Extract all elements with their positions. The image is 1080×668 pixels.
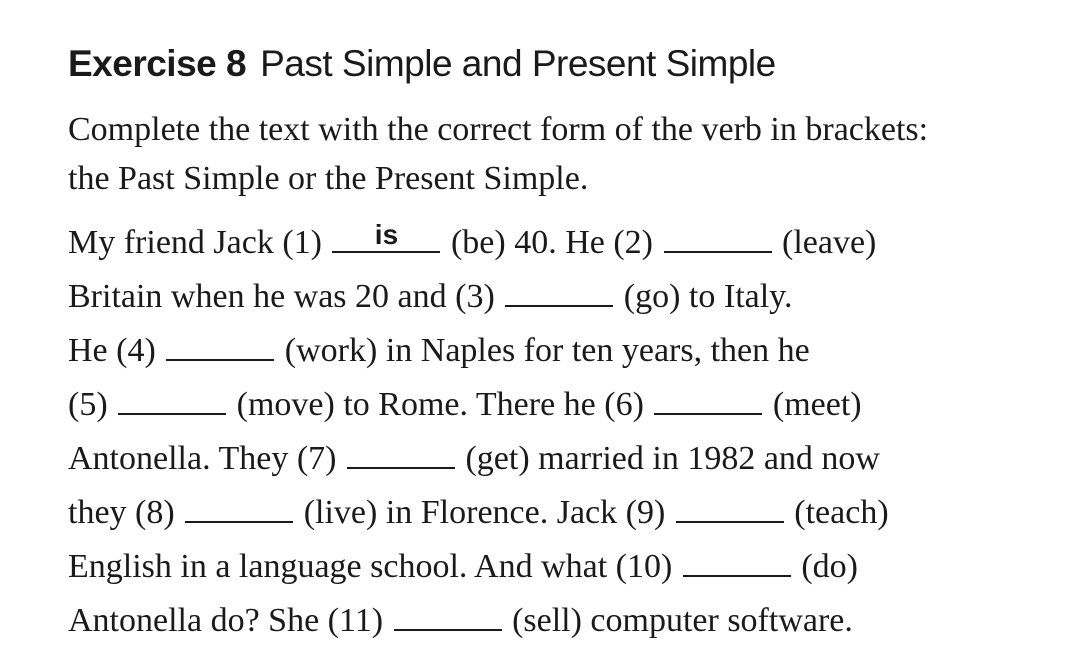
answer-blank[interactable] (683, 545, 791, 577)
passage-line (68, 324, 1058, 378)
passage-text: (leave) (773, 224, 877, 261)
passage-text: (do) (792, 548, 858, 585)
passage-line (68, 540, 1058, 594)
passage-text: He (4) (68, 332, 165, 369)
passage-line (68, 378, 1058, 432)
passage-text: (teach) (785, 494, 889, 531)
answer-blank[interactable] (676, 491, 784, 523)
exercise-topic: Past Simple and Present Simple (260, 43, 776, 84)
exercise-page (68, 38, 1058, 648)
instructions: Complete the text with the correct form of the verb in brackets: the Past Simple or the Present Simple. (68, 111, 929, 197)
answer-blank[interactable] (654, 383, 762, 415)
passage-text: (move) to Rome. There he (6) (228, 386, 653, 423)
answer-blank[interactable] (166, 329, 274, 361)
passage-line (68, 216, 1058, 270)
answer-blank[interactable] (332, 221, 440, 253)
passage-text: (work) in Naples for ten years, then he (276, 332, 810, 369)
answer-blank[interactable] (347, 437, 455, 469)
answer-blank[interactable] (118, 383, 226, 415)
answer-blank[interactable] (664, 221, 772, 253)
passage-text: Britain when he was 20 and (3) (68, 278, 504, 315)
answer-blank[interactable] (185, 491, 293, 523)
passage-text: Antonella. They (7) (68, 440, 345, 477)
passage-text: (get) married in 1982 and now (456, 440, 880, 477)
gap-fill-passage (68, 216, 1058, 648)
passage-text: (5) (68, 386, 117, 423)
passage-text: Antonella do? She (11) (68, 602, 392, 639)
passage-line (68, 594, 1058, 648)
passage-text: (live) in Florence. Jack (9) (295, 494, 674, 531)
exercise-title (68, 38, 1058, 90)
filled-answer: is (374, 219, 399, 250)
passage-text: (sell) computer software. (503, 602, 853, 639)
passage-line (68, 432, 1058, 486)
passage-text: (be) 40. He (2) (442, 224, 662, 261)
passage-line (68, 270, 1058, 324)
passage-text: My friend Jack (1) (68, 224, 331, 261)
answer-blank[interactable] (394, 599, 502, 631)
passage-line (68, 486, 1058, 540)
passage-text: (meet) (764, 386, 862, 423)
exercise-number: Exercise 8 (68, 43, 247, 84)
passage-text: (go) to Italy. (615, 278, 793, 315)
answer-blank[interactable] (505, 275, 613, 307)
passage-text: English in a language school. And what (10) (68, 548, 681, 585)
passage-text: they (8) (68, 494, 184, 531)
